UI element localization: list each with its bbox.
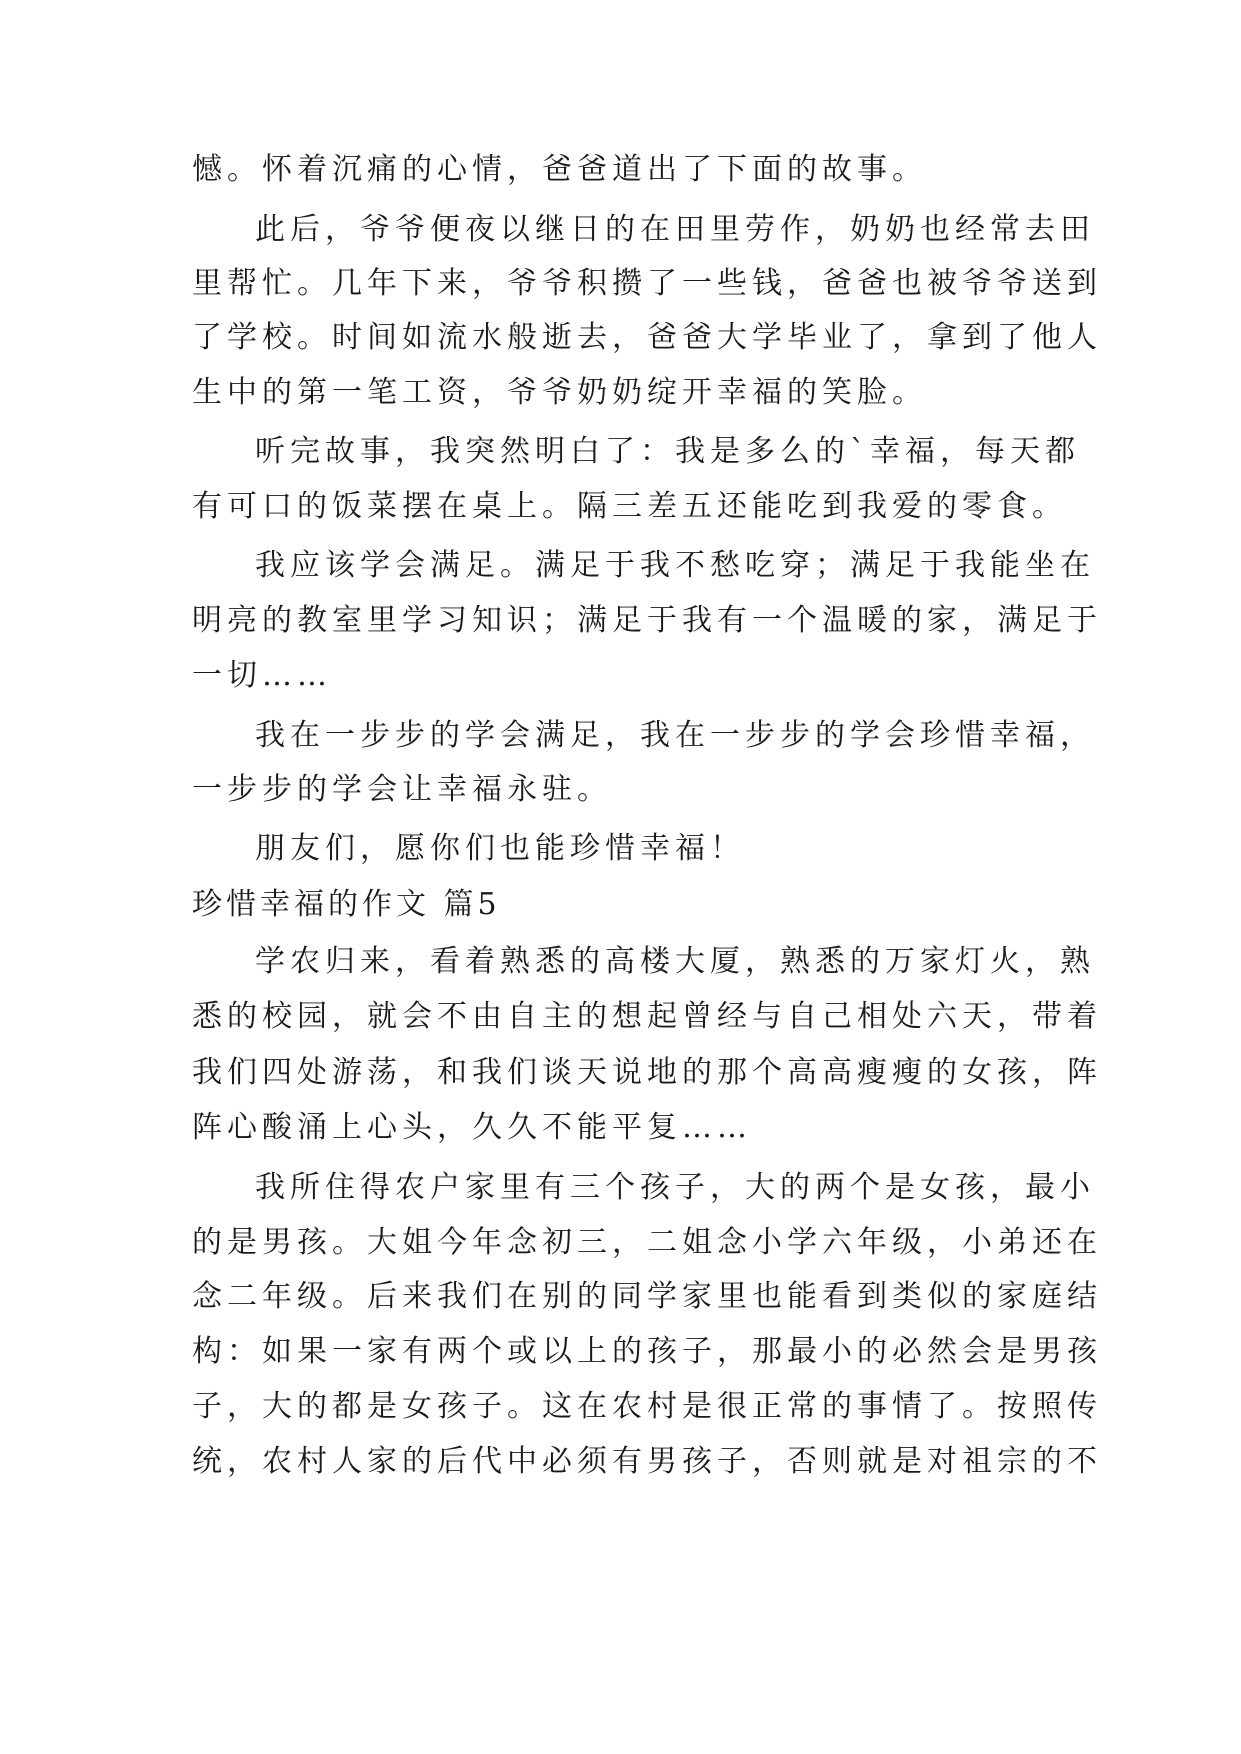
text-line: 我在一步步的学会满足，我在一步步的学会珍惜幸福，	[255, 718, 1095, 753]
text-line: 朋友们，愿你们也能珍惜幸福！	[255, 831, 745, 866]
text-line: 一步步的学会让幸福永驻。	[192, 772, 612, 807]
text-line: 念二年级。后来我们在别的同学家里也能看到类似的家庭结	[192, 1279, 1102, 1314]
text-line: 我们四处游荡，和我们谈天说地的那个高高瘦瘦的女孩，阵	[192, 1055, 1102, 1090]
text-line: 我所住得农户家里有三个孩子，大的两个是女孩，最小	[255, 1170, 1095, 1205]
text-line: 里帮忙。几年下来，爷爷积攒了一些钱，爸爸也被爷爷送到	[192, 266, 1102, 301]
text-line: 子，大的都是女孩子。这在农村是很正常的事情了。按照传	[192, 1389, 1102, 1424]
text-line: 明亮的教室里学习知识；满足于我有一个温暖的家，满足于	[192, 603, 1102, 638]
text-line: 了学校。时间如流水般逝去，爸爸大学毕业了，拿到了他人	[192, 320, 1102, 355]
text-line: 阵心酸涌上心头，久久不能平复……	[192, 1110, 752, 1145]
text-line: 一切……	[192, 658, 332, 693]
text-line: 悉的校园，就会不由自主的想起曾经与自己相处六天，带着	[192, 999, 1102, 1034]
text-line: 学农归来，看着熟悉的高楼大厦，熟悉的万家灯火，熟	[255, 944, 1095, 979]
text-line: 统，农村人家的后代中必须有男孩子，否则就是对祖宗的不	[192, 1444, 1102, 1479]
section-heading: 珍惜幸福的作文 篇5	[192, 887, 501, 922]
text-line: 有可口的饭菜摆在桌上。隔三差五还能吃到我爱的零食。	[192, 489, 1067, 524]
text-line: 构：如果一家有两个或以上的孩子，那最小的必然会是男孩	[192, 1334, 1102, 1369]
text-line: 我应该学会满足。满足于我不愁吃穿；满足于我能坐在	[255, 548, 1095, 583]
text-line: 此后，爷爷便夜以继日的在田里劳作，奶奶也经常去田	[255, 212, 1095, 247]
text-line: 的是男孩。大姐今年念初三，二姐念小学六年级，小弟还在	[192, 1225, 1102, 1260]
text-line: 憾。怀着沉痛的心情，爸爸道出了下面的故事。	[192, 152, 927, 187]
text-line: 生中的第一笔工资，爷爷奶奶绽开幸福的笑脸。	[192, 375, 927, 410]
text-line: 听完故事，我突然明白了：我是多么的`幸福，每天都	[255, 434, 1080, 469]
